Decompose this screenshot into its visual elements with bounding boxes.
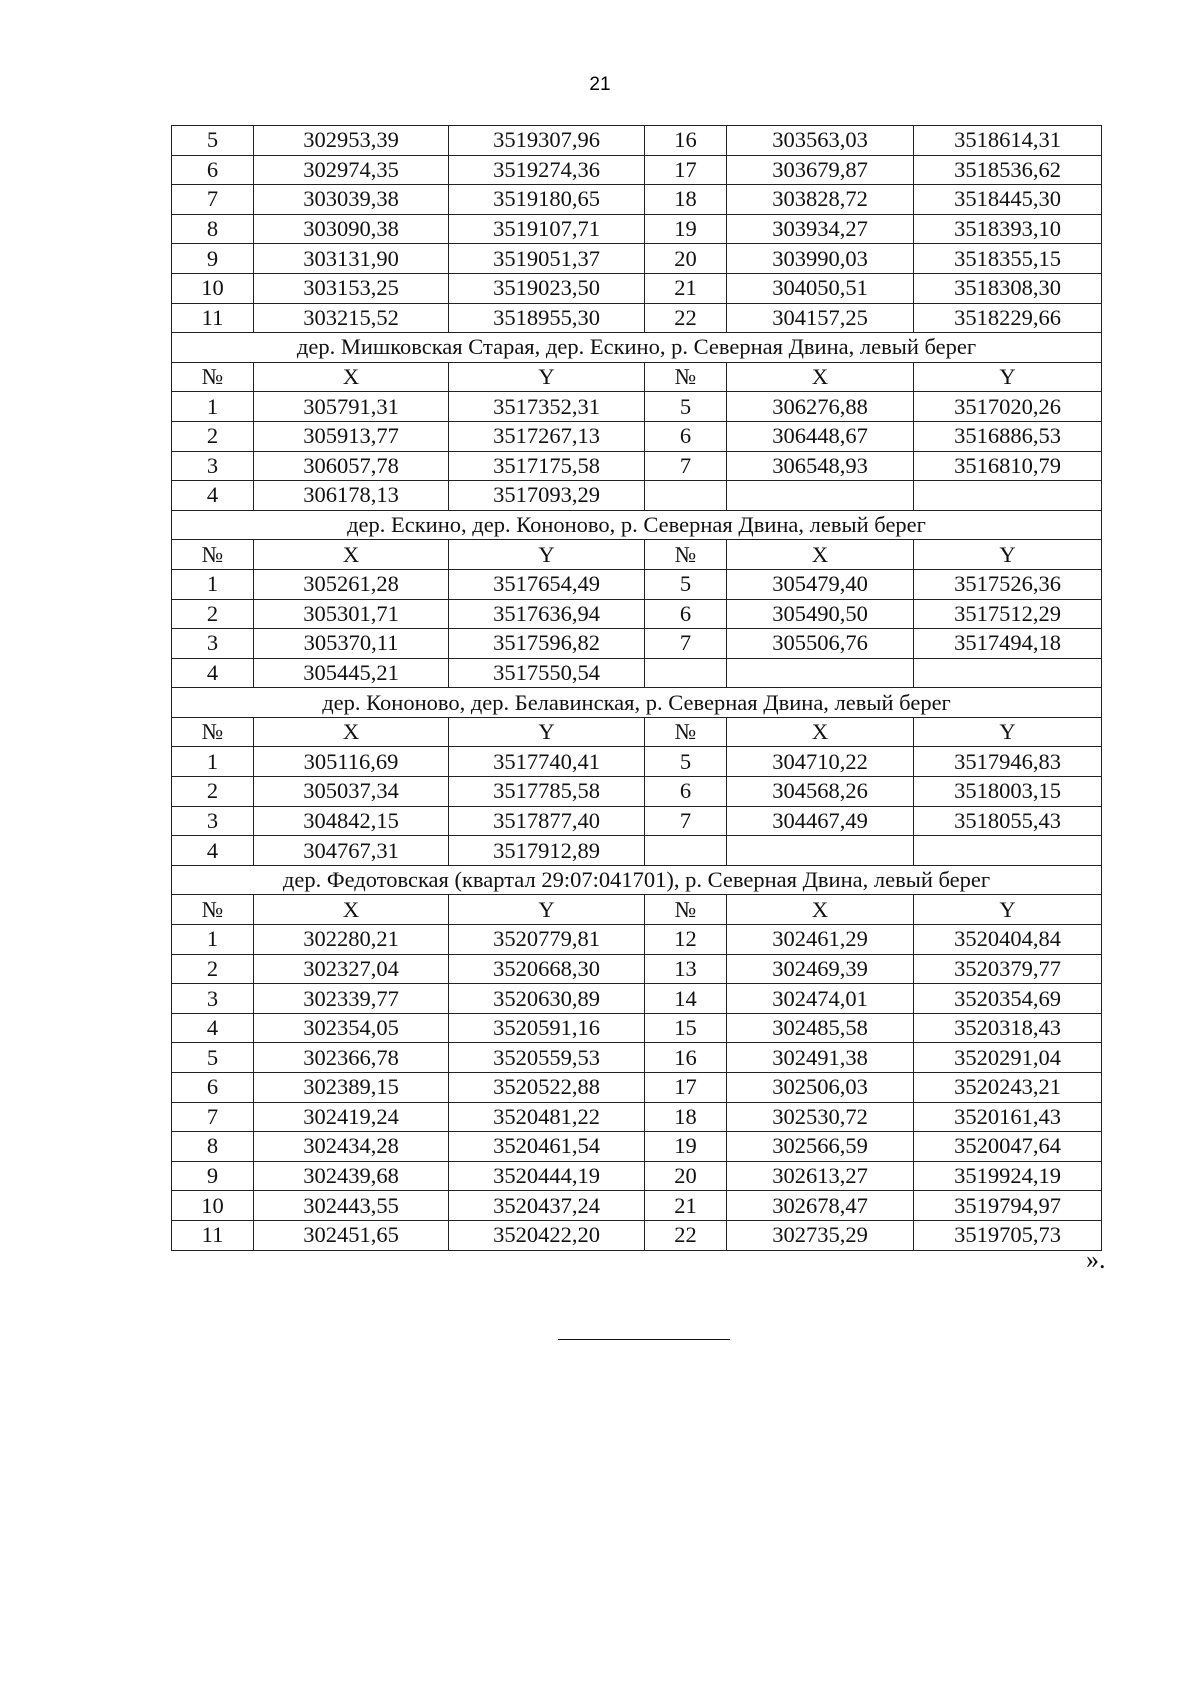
cell-y2: 3518536,62 — [914, 155, 1102, 185]
cell-x1: 305791,31 — [254, 392, 449, 422]
column-header-y: Y — [914, 717, 1102, 747]
cell-x1: 302366,78 — [254, 1043, 449, 1073]
cell-x2: 303934,27 — [727, 214, 914, 244]
table-row — [172, 747, 1102, 777]
cell-n2: 18 — [645, 185, 727, 215]
cell-y2: 3520354,69 — [914, 984, 1102, 1014]
column-header-x: X — [254, 540, 449, 570]
cell-y2 — [914, 481, 1102, 511]
cell-n1: 4 — [172, 1013, 254, 1043]
closing-quote: ». — [1086, 1245, 1106, 1274]
cell-y1: 3517912,89 — [449, 836, 645, 866]
cell-y1: 3519107,71 — [449, 214, 645, 244]
table-row — [172, 1013, 1102, 1043]
cell-x2: 302461,29 — [727, 925, 914, 955]
cell-y1: 3520630,89 — [449, 984, 645, 1014]
cell-n2: 6 — [645, 777, 727, 807]
cell-n1: 8 — [172, 214, 254, 244]
cell-x2: 304157,25 — [727, 303, 914, 333]
cell-x2: 302506,03 — [727, 1073, 914, 1103]
cell-x1: 304842,15 — [254, 806, 449, 836]
cell-n1: 8 — [172, 1132, 254, 1162]
cell-n2: 5 — [645, 392, 727, 422]
cell-n2: 16 — [645, 1043, 727, 1073]
cell-n2: 21 — [645, 273, 727, 303]
table-row — [172, 984, 1102, 1014]
cell-x2: 302469,39 — [727, 954, 914, 984]
cell-y2: 3517526,36 — [914, 569, 1102, 599]
cell-n2 — [645, 481, 727, 511]
cell-y2 — [914, 836, 1102, 866]
cell-n1: 3 — [172, 451, 254, 481]
cell-n1: 7 — [172, 185, 254, 215]
cell-n2: 19 — [645, 1132, 727, 1162]
cell-x1: 306057,78 — [254, 451, 449, 481]
cell-x1: 302451,65 — [254, 1220, 449, 1250]
column-header-y: Y — [449, 540, 645, 570]
cell-x1: 302439,68 — [254, 1161, 449, 1191]
section-title-row — [172, 510, 1102, 540]
cell-y1: 3519023,50 — [449, 273, 645, 303]
column-header-num: № — [645, 362, 727, 392]
cell-n2: 14 — [645, 984, 727, 1014]
cell-x1: 302974,35 — [254, 155, 449, 185]
cell-x2 — [727, 658, 914, 688]
cell-y2: 3520291,04 — [914, 1043, 1102, 1073]
cell-n1: 10 — [172, 1191, 254, 1221]
cell-x2: 302678,47 — [727, 1191, 914, 1221]
cell-n2: 6 — [645, 599, 727, 629]
cell-x1: 305370,11 — [254, 629, 449, 659]
cell-x1: 303215,52 — [254, 303, 449, 333]
cell-x2: 305506,76 — [727, 629, 914, 659]
section-title: дер. Ескино, дер. Кононово, р. Северная Двина, левый берег — [172, 510, 1102, 540]
cell-n1: 9 — [172, 1161, 254, 1191]
column-header-num: № — [645, 895, 727, 925]
cell-y2: 3517020,26 — [914, 392, 1102, 422]
cell-x1: 305913,77 — [254, 421, 449, 451]
column-header-x: X — [727, 362, 914, 392]
table-row — [172, 481, 1102, 511]
column-header-num: № — [172, 717, 254, 747]
table-row — [172, 185, 1102, 215]
cell-y2: 3518355,15 — [914, 244, 1102, 274]
cell-x2: 303679,87 — [727, 155, 914, 185]
cell-x2: 304050,51 — [727, 273, 914, 303]
cell-n2: 20 — [645, 1161, 727, 1191]
cell-x1: 302443,55 — [254, 1191, 449, 1221]
cell-x2: 302566,59 — [727, 1132, 914, 1162]
section-title-row — [172, 865, 1102, 895]
cell-y2: 3519794,97 — [914, 1191, 1102, 1221]
cell-n2: 15 — [645, 1013, 727, 1043]
table-row — [172, 392, 1102, 422]
table-row — [172, 1102, 1102, 1132]
cell-n1: 2 — [172, 954, 254, 984]
cell-y1: 3520481,22 — [449, 1102, 645, 1132]
cell-y2: 3518055,43 — [914, 806, 1102, 836]
cell-x1: 302953,39 — [254, 126, 449, 156]
table-row — [172, 629, 1102, 659]
cell-y1: 3517596,82 — [449, 629, 645, 659]
cell-x1: 304767,31 — [254, 836, 449, 866]
cell-y1: 3517740,41 — [449, 747, 645, 777]
cell-y1: 3517877,40 — [449, 806, 645, 836]
table-row — [172, 1161, 1102, 1191]
cell-n2: 12 — [645, 925, 727, 955]
column-header-y: Y — [914, 540, 1102, 570]
end-separator-line — [558, 1339, 730, 1340]
table-row — [172, 954, 1102, 984]
cell-n2: 16 — [645, 126, 727, 156]
table-row — [172, 1043, 1102, 1073]
coordinates-table-body — [172, 126, 1102, 1251]
section-title: дер. Мишковская Старая, дер. Ескино, р. Северная Двина, левый берег — [172, 333, 1102, 363]
cell-n1: 3 — [172, 984, 254, 1014]
cell-n2: 22 — [645, 1220, 727, 1250]
cell-y1: 3519307,96 — [449, 126, 645, 156]
cell-x2: 305479,40 — [727, 569, 914, 599]
column-header-x: X — [727, 717, 914, 747]
table-row — [172, 1073, 1102, 1103]
cell-n1: 4 — [172, 836, 254, 866]
cell-x2: 306276,88 — [727, 392, 914, 422]
cell-n1: 3 — [172, 806, 254, 836]
table-row — [172, 155, 1102, 185]
column-header-row — [172, 717, 1102, 747]
cell-y2: 3520161,43 — [914, 1102, 1102, 1132]
cell-x2: 304710,22 — [727, 747, 914, 777]
column-header-y: Y — [449, 717, 645, 747]
cell-n1: 7 — [172, 1102, 254, 1132]
cell-x2: 303828,72 — [727, 185, 914, 215]
table-row — [172, 273, 1102, 303]
cell-n2 — [645, 836, 727, 866]
cell-x1: 306178,13 — [254, 481, 449, 511]
column-header-num: № — [172, 362, 254, 392]
cell-x2: 302485,58 — [727, 1013, 914, 1043]
coordinates-table — [171, 125, 1102, 1251]
cell-n2: 18 — [645, 1102, 727, 1132]
cell-n2: 6 — [645, 421, 727, 451]
cell-y1: 3517550,54 — [449, 658, 645, 688]
cell-y1: 3520422,20 — [449, 1220, 645, 1250]
cell-n1: 10 — [172, 273, 254, 303]
cell-x2: 304467,49 — [727, 806, 914, 836]
cell-n2: 21 — [645, 1191, 727, 1221]
cell-y1: 3520779,81 — [449, 925, 645, 955]
cell-y2: 3518308,30 — [914, 273, 1102, 303]
table-row — [172, 1191, 1102, 1221]
cell-x2: 303563,03 — [727, 126, 914, 156]
cell-y1: 3517352,31 — [449, 392, 645, 422]
cell-x2 — [727, 481, 914, 511]
page-number: 21 — [589, 74, 611, 95]
cell-y1: 3517636,94 — [449, 599, 645, 629]
column-header-x: X — [254, 717, 449, 747]
table-row — [172, 777, 1102, 807]
cell-x1: 303090,38 — [254, 214, 449, 244]
cell-y1: 3520437,24 — [449, 1191, 645, 1221]
cell-y2: 3520243,21 — [914, 1073, 1102, 1103]
cell-y1: 3517785,58 — [449, 777, 645, 807]
cell-n2: 7 — [645, 806, 727, 836]
cell-y2 — [914, 658, 1102, 688]
cell-x1: 303131,90 — [254, 244, 449, 274]
cell-y2: 3517512,29 — [914, 599, 1102, 629]
cell-x1: 305116,69 — [254, 747, 449, 777]
cell-n1: 6 — [172, 1073, 254, 1103]
cell-x2: 302491,38 — [727, 1043, 914, 1073]
cell-x1: 302339,77 — [254, 984, 449, 1014]
cell-x2: 302530,72 — [727, 1102, 914, 1132]
cell-y1: 3520559,53 — [449, 1043, 645, 1073]
section-title: дер. Федотовская (квартал 29:07:041701), р. Северная Двина, левый берег — [172, 865, 1102, 895]
cell-y2: 3518003,15 — [914, 777, 1102, 807]
cell-y1: 3520444,19 — [449, 1161, 645, 1191]
cell-y1: 3517654,49 — [449, 569, 645, 599]
column-header-num: № — [172, 540, 254, 570]
table-row — [172, 244, 1102, 274]
cell-y2: 3518393,10 — [914, 214, 1102, 244]
cell-x1: 303153,25 — [254, 273, 449, 303]
table-row — [172, 658, 1102, 688]
cell-x2: 306548,93 — [727, 451, 914, 481]
table-row — [172, 421, 1102, 451]
cell-n1: 4 — [172, 658, 254, 688]
table-row — [172, 925, 1102, 955]
cell-y1: 3520522,88 — [449, 1073, 645, 1103]
table-row — [172, 1132, 1102, 1162]
cell-n1: 1 — [172, 925, 254, 955]
cell-n1: 2 — [172, 777, 254, 807]
table-row — [172, 214, 1102, 244]
cell-n1: 2 — [172, 421, 254, 451]
cell-x1: 305445,21 — [254, 658, 449, 688]
cell-x2: 303990,03 — [727, 244, 914, 274]
cell-y2: 3520379,77 — [914, 954, 1102, 984]
section-title-row — [172, 333, 1102, 363]
cell-n2: 19 — [645, 214, 727, 244]
cell-n2: 13 — [645, 954, 727, 984]
column-header-num: № — [645, 717, 727, 747]
table-row — [172, 836, 1102, 866]
table-row — [172, 126, 1102, 156]
cell-x1: 305261,28 — [254, 569, 449, 599]
cell-n2: 5 — [645, 747, 727, 777]
cell-y1: 3519274,36 — [449, 155, 645, 185]
table-row — [172, 451, 1102, 481]
column-header-y: Y — [449, 362, 645, 392]
cell-x1: 302327,04 — [254, 954, 449, 984]
cell-y2: 3516886,53 — [914, 421, 1102, 451]
cell-x1: 302434,28 — [254, 1132, 449, 1162]
cell-y2: 3520047,64 — [914, 1132, 1102, 1162]
cell-y2: 3518445,30 — [914, 185, 1102, 215]
cell-y2: 3517494,18 — [914, 629, 1102, 659]
cell-x2: 306448,67 — [727, 421, 914, 451]
cell-n2: 7 — [645, 451, 727, 481]
cell-y2: 3518229,66 — [914, 303, 1102, 333]
cell-n1: 3 — [172, 629, 254, 659]
cell-y2: 3516810,79 — [914, 451, 1102, 481]
cell-n1: 2 — [172, 599, 254, 629]
cell-y2: 3519924,19 — [914, 1161, 1102, 1191]
cell-n2: 7 — [645, 629, 727, 659]
column-header-y: Y — [914, 895, 1102, 925]
cell-n2: 17 — [645, 155, 727, 185]
column-header-x: X — [727, 540, 914, 570]
cell-x2: 304568,26 — [727, 777, 914, 807]
table-row — [172, 1220, 1102, 1250]
cell-y1: 3519051,37 — [449, 244, 645, 274]
cell-y1: 3520591,16 — [449, 1013, 645, 1043]
cell-n2: 17 — [645, 1073, 727, 1103]
cell-n1: 6 — [172, 155, 254, 185]
cell-n2: 5 — [645, 569, 727, 599]
column-header-row — [172, 895, 1102, 925]
cell-y1: 3517175,58 — [449, 451, 645, 481]
cell-y1: 3519180,65 — [449, 185, 645, 215]
cell-n1: 9 — [172, 244, 254, 274]
cell-x2: 305490,50 — [727, 599, 914, 629]
column-header-x: X — [727, 895, 914, 925]
cell-n1: 5 — [172, 126, 254, 156]
cell-y1: 3520668,30 — [449, 954, 645, 984]
section-title-row — [172, 688, 1102, 718]
cell-y2: 3520404,84 — [914, 925, 1102, 955]
cell-y2: 3517946,83 — [914, 747, 1102, 777]
cell-n2: 22 — [645, 303, 727, 333]
cell-x2: 302613,27 — [727, 1161, 914, 1191]
cell-x1: 302354,05 — [254, 1013, 449, 1043]
table-row — [172, 303, 1102, 333]
cell-n1: 1 — [172, 392, 254, 422]
cell-y2: 3518614,31 — [914, 126, 1102, 156]
section-title: дер. Кононово, дер. Белавинская, р. Северная Двина, левый берег — [172, 688, 1102, 718]
cell-n1: 11 — [172, 1220, 254, 1250]
column-header-num: № — [172, 895, 254, 925]
column-header-x: X — [254, 362, 449, 392]
table-row — [172, 569, 1102, 599]
cell-x1: 305037,34 — [254, 777, 449, 807]
cell-n2: 20 — [645, 244, 727, 274]
column-header-row — [172, 362, 1102, 392]
cell-x2: 302474,01 — [727, 984, 914, 1014]
column-header-row — [172, 540, 1102, 570]
cell-x1: 305301,71 — [254, 599, 449, 629]
cell-y1: 3518955,30 — [449, 303, 645, 333]
cell-n2 — [645, 658, 727, 688]
table-row — [172, 806, 1102, 836]
cell-x1: 302419,24 — [254, 1102, 449, 1132]
column-header-x: X — [254, 895, 449, 925]
column-header-y: Y — [449, 895, 645, 925]
cell-y1: 3517093,29 — [449, 481, 645, 511]
cell-y2: 3520318,43 — [914, 1013, 1102, 1043]
cell-n1: 11 — [172, 303, 254, 333]
cell-n1: 4 — [172, 481, 254, 511]
cell-n1: 1 — [172, 569, 254, 599]
cell-x2: 302735,29 — [727, 1220, 914, 1250]
column-header-num: № — [645, 540, 727, 570]
cell-x1: 302389,15 — [254, 1073, 449, 1103]
cell-x1: 302280,21 — [254, 925, 449, 955]
table-row — [172, 599, 1102, 629]
cell-y2: 3519705,73 — [914, 1220, 1102, 1250]
cell-n1: 1 — [172, 747, 254, 777]
cell-n1: 5 — [172, 1043, 254, 1073]
cell-x1: 303039,38 — [254, 185, 449, 215]
cell-y1: 3517267,13 — [449, 421, 645, 451]
cell-y1: 3520461,54 — [449, 1132, 645, 1162]
column-header-y: Y — [914, 362, 1102, 392]
cell-x2 — [727, 836, 914, 866]
